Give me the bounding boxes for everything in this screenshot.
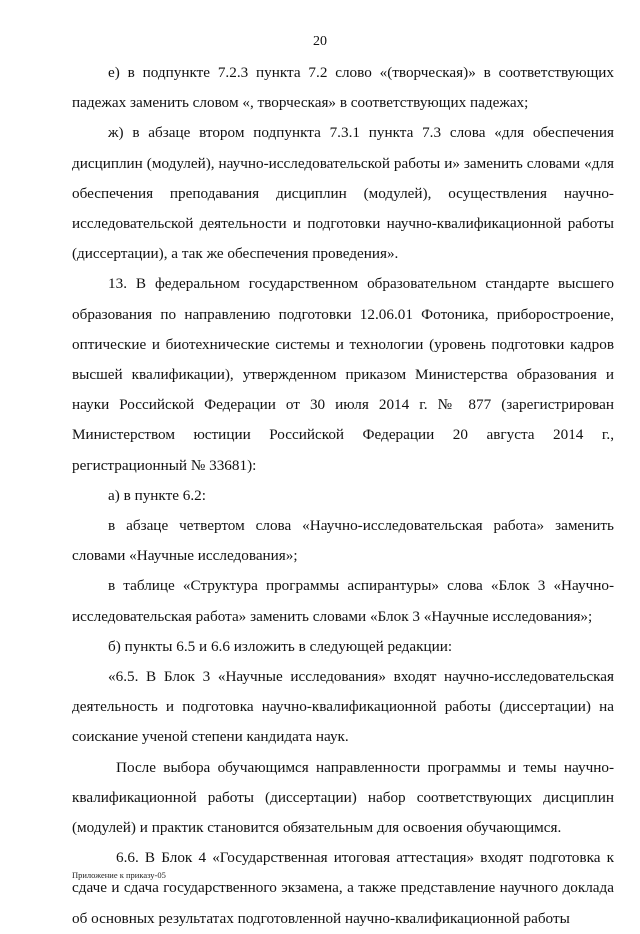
paragraph-posle-vybora: После выбора обучающимся направленности программы и темы научно-квалификационной работы (диссертации) набор соответствующих дисциплин (модулей) и практик становится обязательным для освоения обучающимся. xyxy=(72,758,614,837)
paragraph-6-6: 6.6. В Блок 4 «Государственная итоговая аттестация» входят подготовка к сдаче и сдача государственного экзамена, а также представление научного доклада об основных результатах подготовленной научно-квалификационной работы xyxy=(72,849,614,927)
paragraph-6-5: «6.5. В Блок 3 «Научные исследования» входят научно-исследовательская деятельность и подготовка научно-квалификационной работы (диссертации) на соискание ученой степени кандидата наук. xyxy=(72,668,614,746)
paragraph-e: е) в подпункте 7.2.3 пункта 7.2 слово «(творческая)» в соответствующих падежах заменить словом «, творческая» в соответствующих падежах; xyxy=(72,64,614,112)
page-number: 20 xyxy=(313,34,327,49)
paragraph-tablica: в таблице «Структура программы аспирантуры» слова «Блок 3 «Научно-исследовательская работа» заменить словами «Блок 3 «Научные исследования»; xyxy=(72,577,614,625)
footer-note: Приложение к приказу-05 xyxy=(72,870,166,880)
paragraph-a: а) в пункте 6.2: xyxy=(108,486,206,504)
paragraph-abzac-chetvertyi: в абзаце четвертом слова «Научно-исследовательская работа» заменить словами «Научные исследования»; xyxy=(72,517,614,565)
paragraph-13: 13. В федеральном государственном образовательном стандарте высшего образования по направлению подготовки 12.06.01 Фотоника, приборостроение, оптические и биотехнические системы и технологии (уровень подготовки кадров высшей квалификации), утвержденном приказом Министерства образования и науки Российской Федерации от 30 июля 2014 г. № 877 (зарегистрирован Министерством юстиции Российской Федерации 20 августа 2014 г., регистрационный № 33681): xyxy=(72,275,614,474)
paragraph-zh: ж) в абзаце втором подпункта 7.3.1 пункта 7.3 слова «для обеспечения дисциплин (модулей), научно-исследовательской работы и» заменить словами «для обеспечения преподавания дисциплин (модулей), осуществления научно-исследовательской деятельности и подготовки научно-квалификационной работы (диссертации), а так же обеспечения проведения». xyxy=(72,124,614,263)
document-body xyxy=(72,58,614,934)
paragraph-b: б) пункты 6.5 и 6.6 изложить в следующей редакции: xyxy=(108,637,453,655)
